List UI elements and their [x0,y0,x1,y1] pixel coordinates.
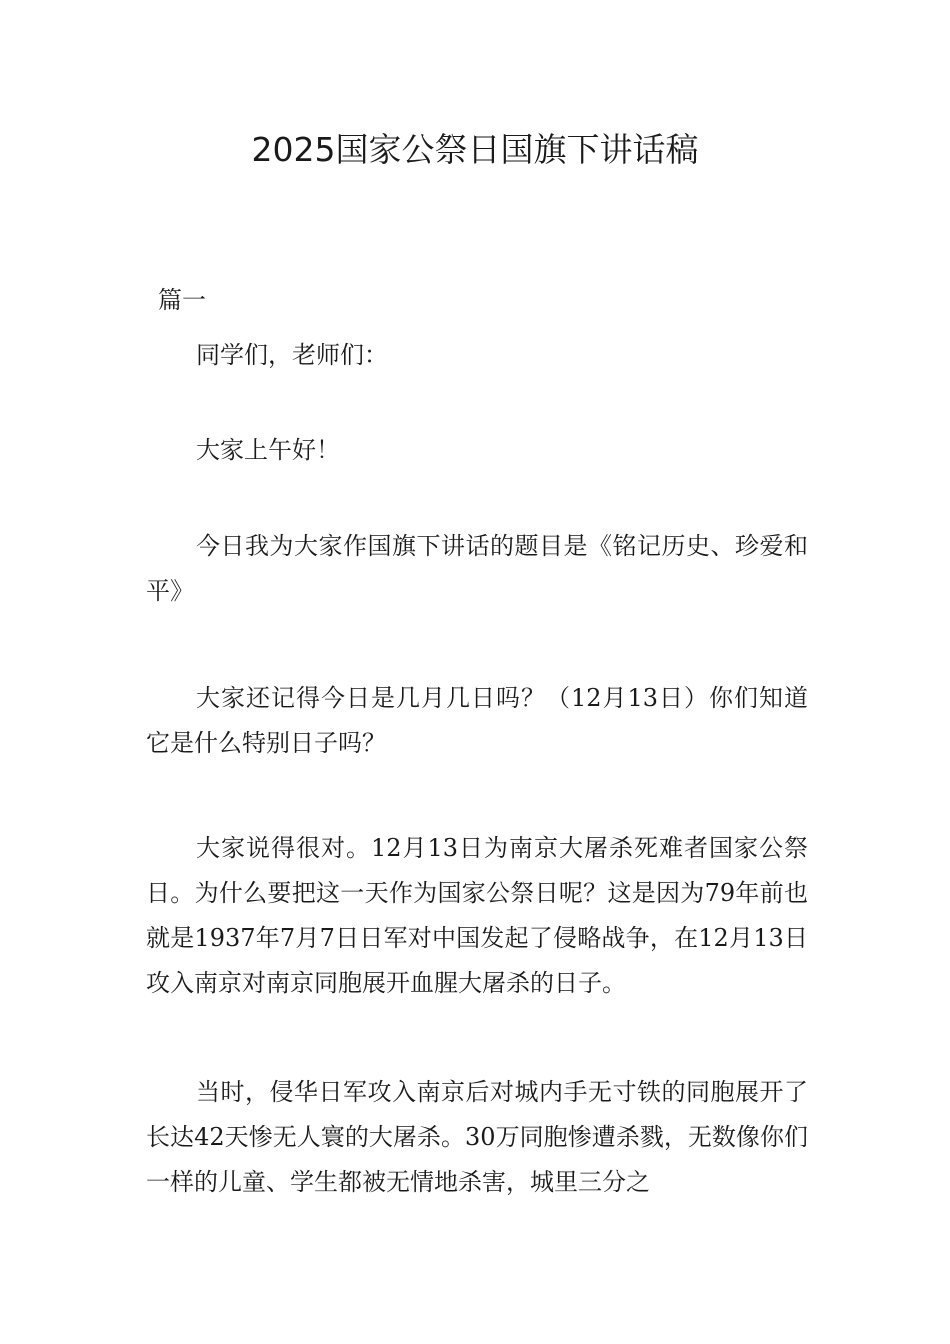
paragraph-question: 大家还记得今日是几月几日吗？（12月13日）你们知道它是什么特别日子吗？ [146,684,808,757]
paragraph-topic: 今日我为大家作国旗下讲话的题目是《铭记历史、珍爱和平》 [146,532,808,605]
paragraph-greeting: 同学们，老师们： [196,341,388,369]
paragraph-memorial-day: 大家说得很对。12月13日为南京大屠杀死难者国家公祭日。为什么要把这一天作为国家公祭日呢？这是因为79年前也就是1937年7月7日日军对中国发起了侵略战争，在12月13日攻入南京对南京同胞展开血腥大屠杀的日子。 [146,834,808,997]
section-label: 篇一 [158,286,206,314]
document-title: 2025国家公祭日国旗下讲话稿 [251,130,699,169]
paragraph-history: 当时，侵华日军攻入南京后对城内手无寸铁的同胞展开了长达42天惨无人寰的大屠杀。30万同胞惨遭杀戮，无数像你们一样的儿童、学生都被无情地杀害，城里三分之 [146,1078,808,1196]
paragraph-good-morning: 大家上午好！ [196,436,340,464]
